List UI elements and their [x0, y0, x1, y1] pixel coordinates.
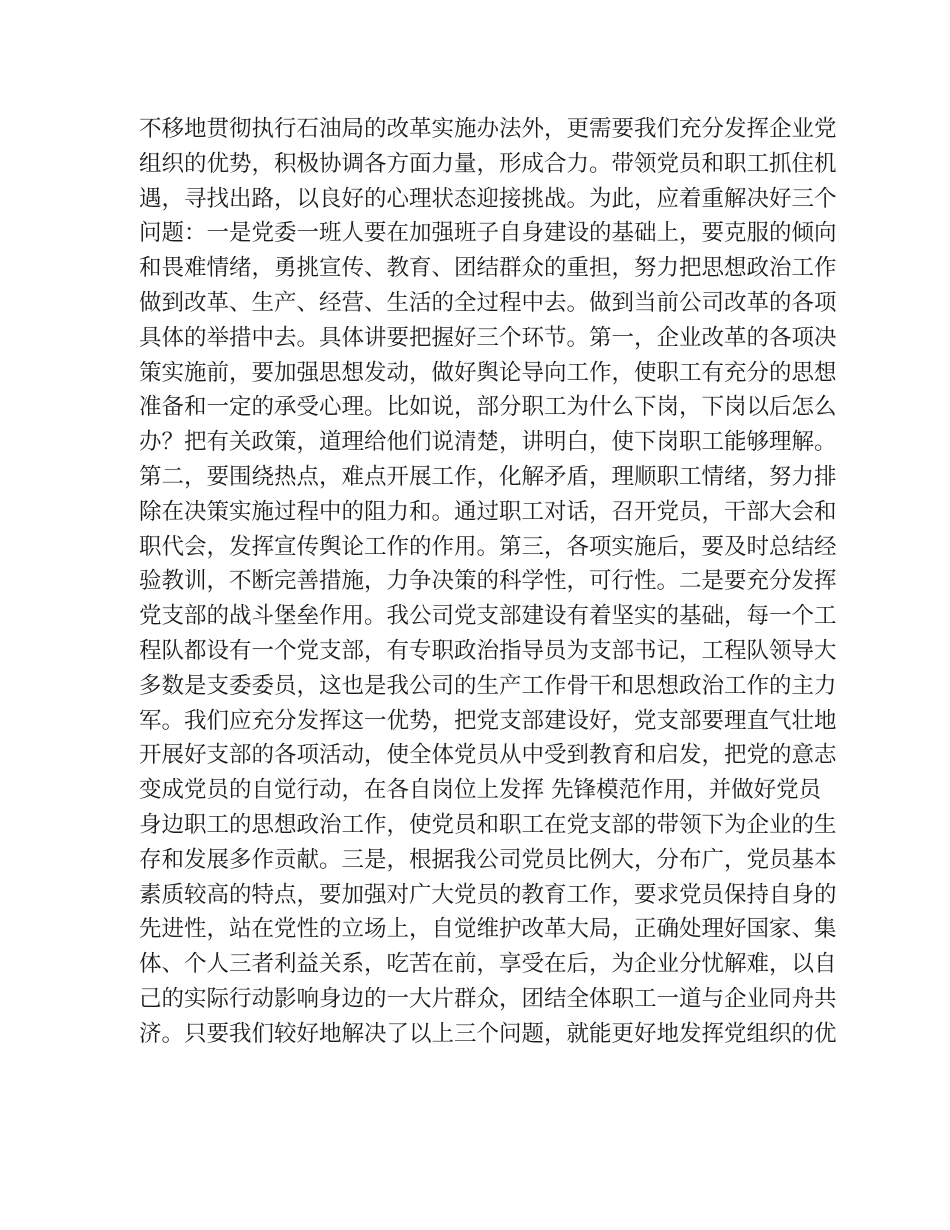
- text-line: 军。我们应充分发挥这一优势，把党支部建设好，党支部要理直气壮地: [139, 707, 837, 734]
- text-line: 具体的举措中去。具体讲要把握好三个环节。第一，企业改革的各项决: [139, 324, 837, 351]
- text-line: 办？把有关政策，道理给他们说清楚，讲明白，使下岗职工能够理解。: [139, 429, 837, 456]
- text-line: 己的实际行动影响身边的一大片群众，团结全体职工一道与企业同舟共: [139, 985, 837, 1012]
- text-line: 职代会，发挥宣传舆论工作的作用。第三，各项实施后，要及时总结经: [139, 533, 837, 560]
- text-line: 验教训，不断完善措施，力争决策的科学性，可行性。二是要充分发挥: [139, 568, 837, 595]
- text-line: 素质较高的特点，要加强对广大党员的教育工作，要求党员保持自身的: [139, 881, 837, 908]
- text-line: 不移地贯彻执行石油局的改革实施办法外，更需要我们充分发挥企业党: [139, 116, 837, 142]
- text-line: 存和发展多作贡献。三是，根据我公司党员比例大，分布广，党员基本: [139, 846, 837, 873]
- text-line: 济。只要我们较好地解决了以上三个问题，就能更好地发挥党组织的优: [139, 1020, 837, 1047]
- text-line: 身边职工的思想政治工作，使党员和职工在党支部的带领下为企业的生: [139, 811, 837, 838]
- text-line: 遇，寻找出路，以良好的心理状态迎接挑战。为此，应着重解决好三个: [139, 185, 837, 212]
- text-line: 问题：一是党委一班人要在加强班子自身建设的基础上，要克服的倾向: [139, 220, 837, 247]
- text-line: 多数是支委委员，这也是我公司的生产工作骨干和思想政治工作的主力: [139, 672, 837, 699]
- text-line: 开展好支部的各项活动，使全体党员从中受到教育和启发，把党的意志: [139, 742, 837, 769]
- text-line: 和畏难情绪，勇挑宣传、教育、团结群众的重担，努力把思想政治工作: [139, 255, 837, 282]
- text-line: 党支部的战斗堡垒作用。我公司党支部建设有着坚实的基础，每一个工: [139, 603, 837, 630]
- text-line: 先进性，站在党性的立场上，自觉维护改革大局，正确处理好国家、集: [139, 916, 837, 943]
- text-line: 变成党员的自觉行动，在各自岗位上发挥 先锋模范作用，并做好党员: [139, 777, 822, 804]
- text-line: 准备和一定的承受心理。比如说，部分职工为什么下岗，下岗以后怎么: [139, 394, 837, 421]
- body-text: [139, 112, 837, 1052]
- text-line: 第二，要围绕热点，难点开展工作，化解矛盾，理顺职工情绪，努力排: [139, 463, 837, 490]
- text-line: 除在决策实施过程中的阻力和。通过职工对话，召开党员，干部大会和: [139, 498, 837, 525]
- text-line: 程队都设有一个党支部，有专职政治指导员为支部书记，工程队领导大: [139, 637, 837, 664]
- text-line: 做到改革、生产、经营、生活的全过程中去。做到当前公司改革的各项: [139, 289, 837, 316]
- text-line: 体、个人三者利益关系，吃苦在前，享受在后，为企业分忧解难，以自: [139, 951, 837, 978]
- text-line: 策实施前，要加强思想发动，做好舆论导向工作，使职工有充分的思想: [139, 359, 837, 386]
- text-line: 组织的优势，积极协调各方面力量，形成合力。带领党员和职工抓住机: [139, 150, 837, 177]
